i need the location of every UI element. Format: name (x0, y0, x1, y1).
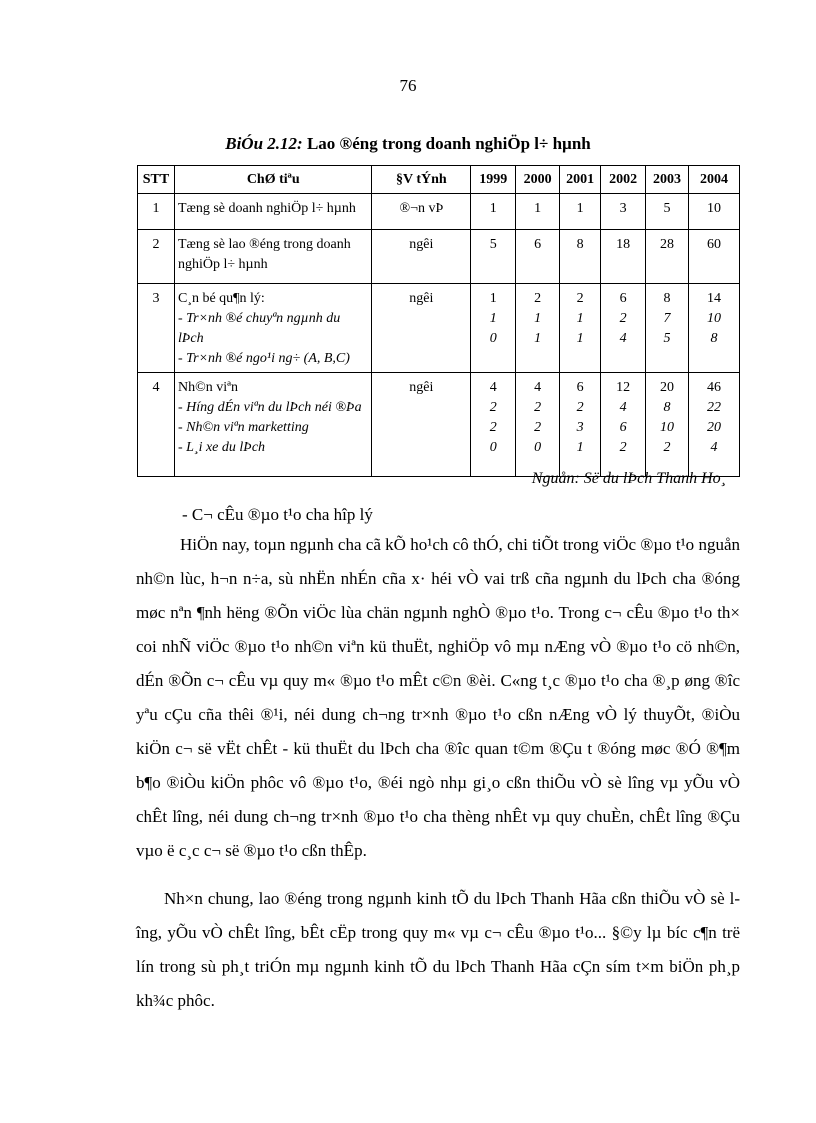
value: 10 (707, 201, 721, 216)
value-cell (471, 230, 516, 284)
stt-value: 2 (152, 237, 160, 252)
value-cell (560, 194, 601, 230)
value: 1 (576, 311, 584, 326)
value: 10 (660, 420, 675, 435)
value: 18 (616, 237, 631, 252)
value: 2 (663, 440, 671, 455)
value: 6 (619, 420, 627, 435)
indicator-line: - Nh©n viªn marketting (177, 420, 309, 435)
value: 1 (489, 311, 497, 326)
value: 8 (663, 400, 671, 415)
value: 5 (663, 201, 671, 216)
section-heading: - C¬ cÊu ®µo t¹o cha hîp lý (182, 505, 373, 524)
indicator-line: - Híng dÉn viªn du lÞch néi ®Þa (177, 400, 362, 415)
value: 10 (707, 311, 721, 326)
table-header: 1999 (471, 166, 516, 194)
value-cell (516, 194, 560, 230)
indicator-line: - L¸i xe du lÞch (177, 440, 266, 455)
value: 1 (489, 201, 497, 216)
labor-table (137, 165, 740, 477)
value-cell (516, 373, 560, 477)
value: 2 (619, 311, 627, 326)
value: 4 (619, 400, 627, 415)
value-cell (646, 373, 689, 477)
value: 2 (489, 420, 497, 435)
unit-value: ngêi (409, 237, 434, 252)
stt-cell (138, 373, 175, 477)
table-row (138, 230, 740, 284)
indicator-line: - Tr×nh ®é ngo¹i ng÷ (A, B,C) (177, 351, 350, 366)
table-row (138, 284, 740, 373)
value: 20 (707, 420, 721, 435)
value-cell (646, 284, 689, 373)
indicator-cell (174, 194, 372, 230)
value: 8 (710, 331, 718, 346)
value: 6 (619, 291, 627, 306)
value: 1 (576, 201, 584, 216)
unit-value: ®¬n vÞ (399, 201, 444, 216)
value: 1 (534, 331, 542, 346)
value-cell (689, 284, 740, 373)
table-title-label: BiÓu 2.12: (225, 134, 303, 153)
table-header: 2004 (689, 166, 740, 194)
table-header: STT (138, 166, 175, 194)
value: 2 (576, 291, 584, 306)
stt-cell (138, 194, 175, 230)
value: 1 (576, 440, 584, 455)
stt-value: 3 (152, 291, 160, 306)
value: 2 (489, 400, 497, 415)
value-cell (471, 284, 516, 373)
table-header: ChØ tiªu (174, 166, 372, 194)
value: 3 (619, 201, 627, 216)
table-row (138, 373, 740, 477)
value: 0 (534, 440, 542, 455)
indicator-cell (174, 373, 372, 477)
value-cell (601, 230, 646, 284)
table-header: 2003 (646, 166, 689, 194)
stt-cell (138, 284, 175, 373)
table-header: 2000 (516, 166, 560, 194)
value-cell (646, 194, 689, 230)
value: 22 (707, 400, 721, 415)
unit-cell (372, 194, 471, 230)
paragraph: Nh×n chung, lao ®éng trong ngµnh kinh tÕ du lÞch Thanh Hãa cßn thiÕu vÒ sè lîng, yÕu vÒ chÊt lîng, bÊt cËp trong quy m« vµ c¬ cÊu ®µo t¹o... §©y lµ bíc c¶n trë lín trong sù ph¸t triÓn mµ ngµnh kinh tÕ du lÞch Thanh Hãa cÇn sím t×m biÖn ph¸p kh¾c phôc. (136, 889, 740, 1010)
value: 2 (576, 400, 584, 415)
table-row (138, 194, 740, 230)
value-cell (471, 194, 516, 230)
value: 14 (707, 291, 721, 306)
value-cell (601, 284, 646, 373)
value-cell (516, 230, 560, 284)
value: 0 (489, 331, 497, 346)
indicator-line: Tæng sè lao ®éng trong doanh nghiÖp l÷ hµnh (177, 237, 351, 272)
table-header: 2002 (601, 166, 646, 194)
value-cell (516, 284, 560, 373)
page-number: 76 (399, 76, 417, 95)
unit-cell (372, 230, 471, 284)
unit-value: ngêi (409, 380, 434, 395)
value: 1 (534, 311, 542, 326)
value: 4 (619, 331, 627, 346)
value: 5 (663, 331, 671, 346)
value: 1 (534, 201, 542, 216)
value: 6 (534, 237, 542, 252)
value: 2 (619, 440, 627, 455)
value: 8 (576, 237, 584, 252)
value-cell (646, 230, 689, 284)
value: 28 (660, 237, 675, 252)
paragraph: HiÖn nay, toµn ngµnh cha cã kÕ ho¹ch cô thÓ, chi tiÕt trong viÖc ®µo t¹o nguån nh©n lùc, h¬n n÷a, sù nhËn nhÉn cña x· héi vÒ vai trß cña ngµnh du lÞch cha ®óng møc nªn ¶nh hëng ®Õn viÖc lùa chän ngµnh nghÒ ®µo t¹o. Trong c¬ cÊu ®µo t¹o th× coi nhÑ viÖc ®µo t¹o nh©n viªn kü thuËt, nghiÖp vô mµ nÆng vÒ ®µo t¹o cö nh©n, dÉn ®Õn c¬ cÊu vµ quy m« ®µo t¹o mÊt c©n ®èi. C«ng t¸c ®µo t¹o cha ®¸p øng ®îc yªu cÇu cña thêi ®¹i, néi dung ch¬ng tr×nh ®µo t¹o cßn nÆng vÒ lý thuyÕt, ®iÒu kiÖn c¬ së vËt chÊt - kü thuËt du lÞch cha ®îc quan t©m ®Çu t ®óng møc ®Ó ®¶m b¶o ®iÒu kiÖn phôc vô ®µo t¹o, ®éi ngò nhµ gi¸o cßn thiÕu vÒ sè lîng vµ yÕu vÒ chÊt lîng, néi dung ch¬ng tr×nh ®µo t¹o cha thèng nhÊt vµ quy chuÈn, chÊt lîng ®Çu vµo ë c¸c c¬ së ®µo t¹o cßn thÊp. (136, 535, 740, 860)
value-cell (560, 230, 601, 284)
value: 60 (707, 237, 721, 252)
table-title (0, 134, 816, 154)
value: 4 (534, 380, 542, 395)
table-header: §V tÝnh (372, 166, 471, 194)
indicator-cell (174, 230, 372, 284)
value: 6 (576, 380, 584, 395)
value: 2 (534, 420, 542, 435)
value: 20 (660, 380, 675, 395)
unit-value: ngêi (409, 291, 434, 306)
value: 5 (489, 237, 497, 252)
value: 1 (489, 291, 497, 306)
value: 7 (663, 311, 671, 326)
value-cell (560, 373, 601, 477)
value-cell (601, 373, 646, 477)
value: 2 (534, 291, 542, 306)
stt-value: 1 (152, 201, 160, 216)
value-cell (689, 373, 740, 477)
value: 4 (710, 440, 718, 455)
value: 8 (663, 291, 671, 306)
unit-cell (372, 373, 471, 477)
indicator-line: C¸n bé qu¶n lý: (177, 291, 265, 306)
value: 1 (576, 331, 584, 346)
value: 0 (489, 440, 497, 455)
source-note: Nguån: Së du lÞch Thanh Ho¸ (531, 470, 726, 487)
unit-cell (372, 284, 471, 373)
value: 2 (534, 400, 542, 415)
indicator-line: Nh©n viªn (177, 380, 238, 395)
table-header-row (138, 166, 740, 194)
value-cell (689, 230, 740, 284)
value: 3 (576, 420, 584, 435)
value: 46 (707, 380, 721, 395)
value-cell (689, 194, 740, 230)
stt-value: 4 (152, 380, 160, 395)
indicator-line: - Tr×nh ®é chuyªn ngµnh du lÞch (177, 311, 341, 346)
table-header: 2001 (560, 166, 601, 194)
value-cell (471, 373, 516, 477)
value-cell (601, 194, 646, 230)
value-cell (560, 284, 601, 373)
value: 4 (489, 380, 497, 395)
stt-cell (138, 230, 175, 284)
table-title-text: Lao ®éng trong doanh nghiÖp l÷ hµnh (302, 134, 591, 153)
value: 12 (616, 380, 631, 395)
indicator-line: Tæng sè doanh nghiÖp l÷ hµnh (177, 201, 356, 216)
indicator-cell (174, 284, 372, 373)
